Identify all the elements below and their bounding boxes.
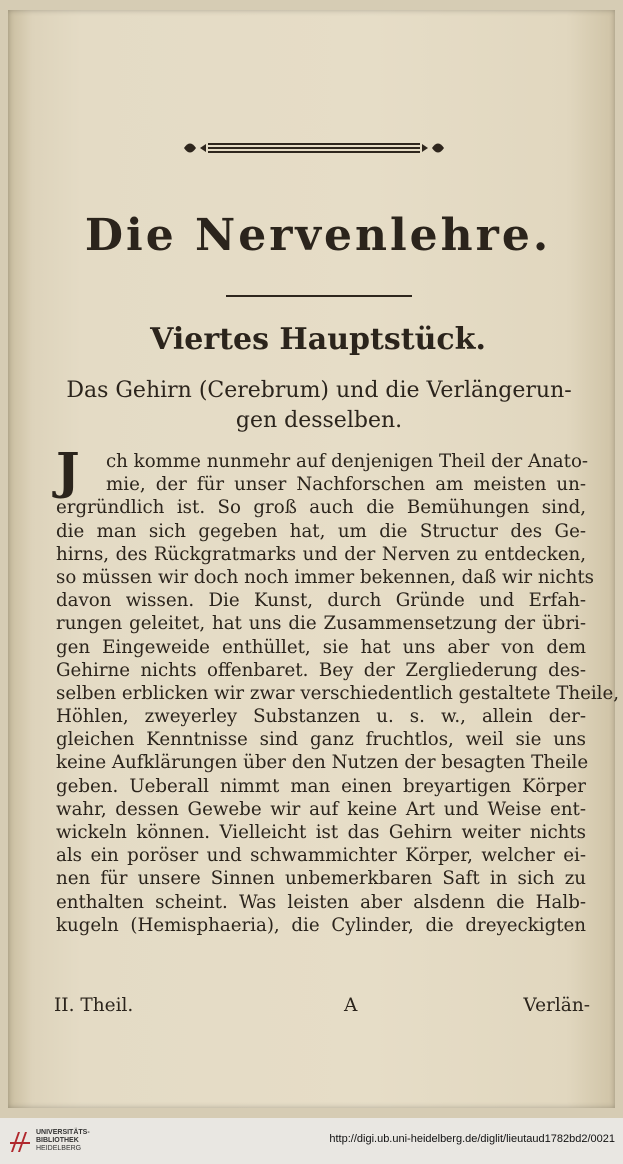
logo-line: BIBLIOTHEK [36,1137,79,1144]
body-line: die man sich gegeben hat, um die Structur des Ge- [56,520,586,542]
university-seal-icon [8,1128,32,1154]
body-line: so müssen wir doch noch immer bekennen, daß wir nichts [56,566,594,588]
body-line: Höhlen, zweyerley Substanzen u. s. w., allein der- [56,706,586,728]
body-line: gen Eingeweide enthüllet, sie hat uns aber von dem [56,636,586,658]
catchword: Verlän- [523,995,590,1016]
subtitle-line: Das Gehirn (Cerebrum) und die Verlängerun- [66,378,572,403]
body-line: Gehirne nichts offenbaret. Bey der Zergliederung des- [56,659,586,681]
logo-line: HEIDELBERG [36,1145,82,1152]
book-page [8,10,620,1108]
signature-mark: II. Theil. [54,995,134,1016]
logo-line: UNIVERSITÄTS- [36,1129,90,1136]
body-line: rungen geleitet, hat uns die Zusammensetzung der übri- [56,613,586,635]
subtitle-line: gen desselben. [235,408,403,433]
body-line: als ein poröser und schwammichter Körper, welcher ei- [56,845,586,867]
chapter-subtitle [58,376,580,436]
body-line: geben. Ueberall nimmt man einen breyartigen Körper [56,775,586,797]
page-footer [54,995,590,1021]
body-line: hirns, des Rückgratmarks und der Nerven zu entdecken, [56,543,586,565]
body-line: wickeln können. Vielleicht ist das Gehirn weiter nichts [56,822,586,843]
body-line: nen für unsere Sinnen unbemerkbaren Saft in sich zu [56,868,586,890]
title-rule [226,295,412,297]
library-logo[interactable] [8,1126,138,1158]
drop-cap: J [56,441,80,500]
gathering-mark: A [344,995,358,1016]
chapter-heading: Viertes Hauptstück. [150,322,486,357]
body-line: mie, der für unser Nachforschen am meisten un- [106,474,586,496]
viewer-footer [0,1118,623,1164]
body-line: keine Aufklärungen über den Nutzen der besagten Theile [56,752,589,774]
body-line: enthalten scheint. Was leisten aber alsdenn die Halb- [56,891,586,913]
body-line: davon wissen. Die Kunst, durch Gründe und Erfah- [56,590,586,612]
body-line: selben erblicken wir zwar verschiedentlich gestaltete Theile, [56,682,620,704]
body-text [56,441,620,937]
ornament-divider [178,138,450,158]
body-line: kugeln (Hemisphaeria), die Cylinder, die dreyeckigten [56,914,586,936]
body-line: ergründlich ist. So groß auch die Bemühungen sind, [56,497,586,519]
body-line: wahr, dessen Gewebe wir auf keine Art und Weise ent- [56,798,586,820]
body-line: ch komme nunmehr auf denjenigen Theil der Anato- [106,451,589,472]
logo-text [36,1129,90,1153]
page-title: Die Nervenlehre. [84,210,552,261]
permalink-url[interactable]: http://digi.ub.uni-heidelberg.de/diglit/lieutaud1782bd2/0021 [329,1133,615,1145]
body-line: gleichen Kenntnisse sind ganz fruchtlos, weil sie uns [56,729,586,751]
